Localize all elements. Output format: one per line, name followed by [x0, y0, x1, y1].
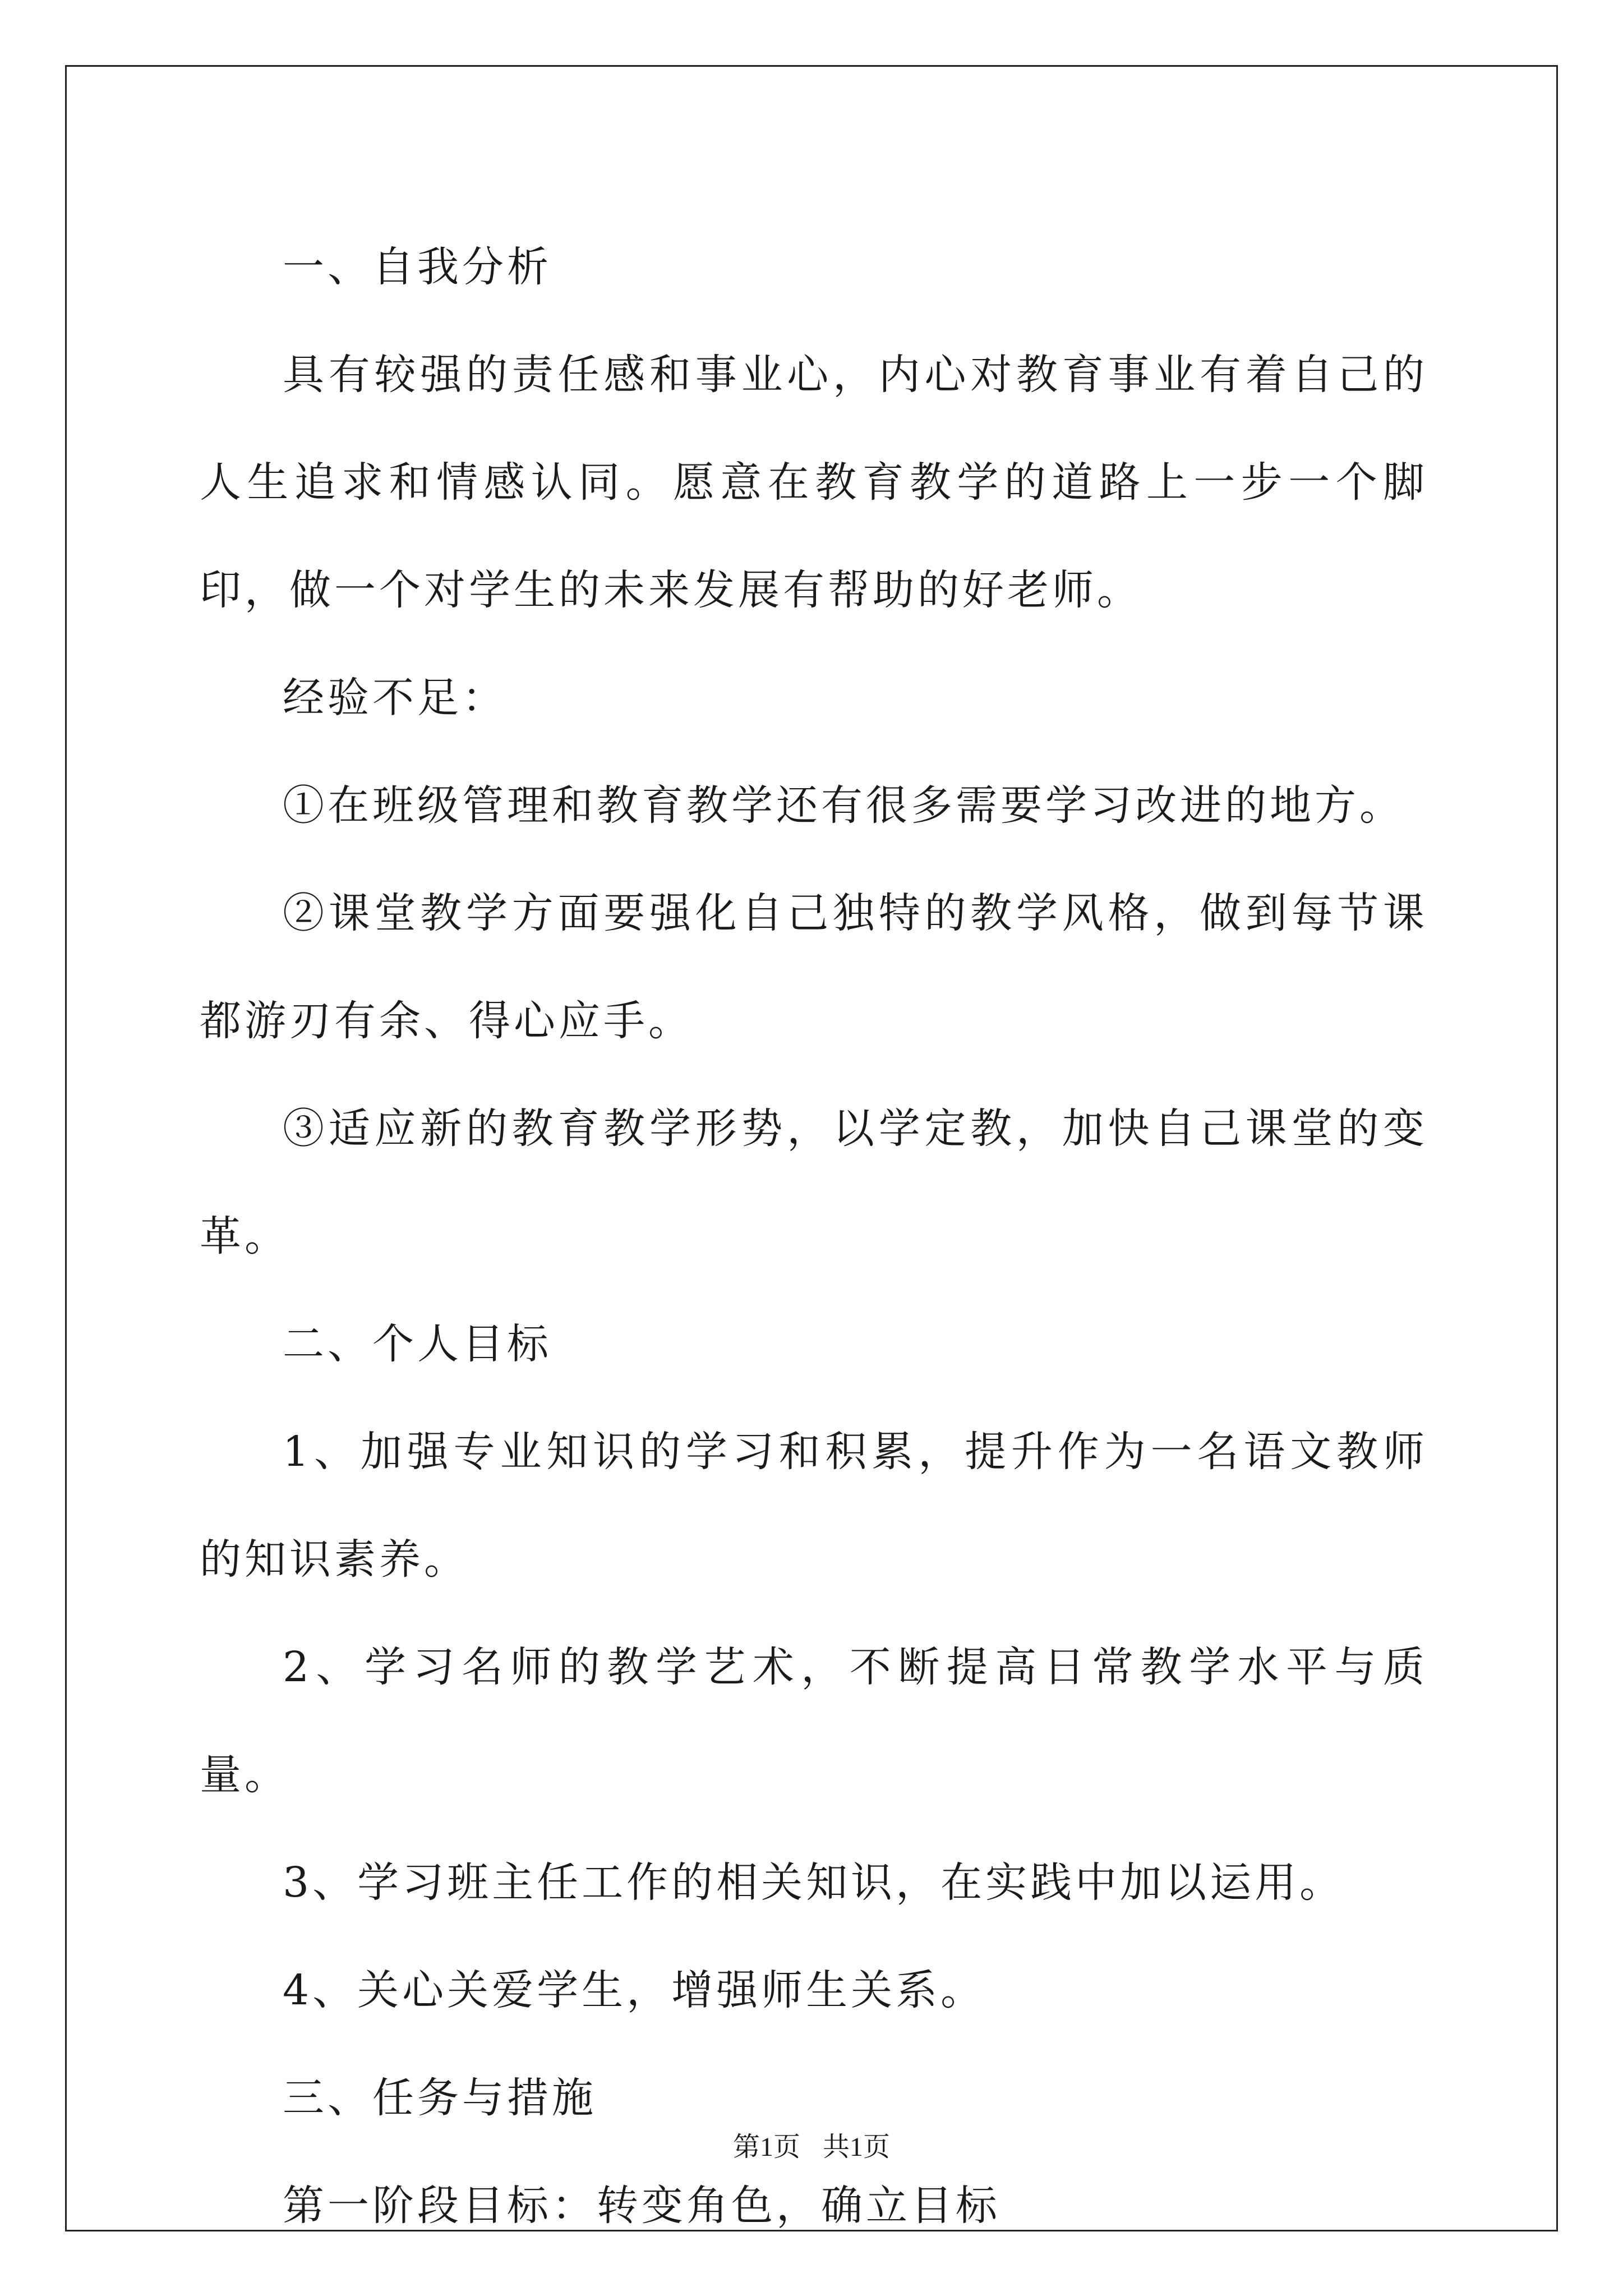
document-body [200, 213, 1428, 2260]
paragraph-lack-experience: 经验不足： [283, 674, 507, 722]
list-item-2: ②课堂教学方面要强化自己独特的教学风格，做到每节课都游刃有余、得心应手。 [200, 889, 1428, 1045]
heading-self-analysis: 一、自我分析 [283, 243, 552, 291]
goal-item-2: 2、学习名师的教学艺术，不断提高日常教学水平与质量。 [200, 1643, 1428, 1799]
page-footer [0, 2131, 1623, 2164]
paragraph-self-analysis: 具有较强的责任感和事业心，内心对教育事业有着自己的人生追求和情感认同。愿意在教育教学的道路上一步一个脚印，做一个对学生的未来发展有帮助的好老师。 [200, 351, 1428, 614]
paragraph-stage-one: 第一阶段目标：转变角色，确立目标 [283, 2182, 1000, 2230]
goal-item-3: 3、学习班主任工作的相关知识，在实践中加以运用。 [283, 1858, 1345, 1907]
goal-item-4: 4、关心关爱学生，增强师生关系。 [283, 1966, 986, 2014]
list-item-1: ①在班级管理和教育教学还有很多需要学习改进的地方。 [283, 781, 1404, 830]
heading-personal-goals: 二、个人目标 [283, 1320, 552, 1368]
page-number-total: 共1页 [823, 2132, 891, 2162]
page-number-current: 第1页 [732, 2132, 800, 2162]
goal-item-1: 1、加强专业知识的学习和积累，提升作为一名语文教师的知识素养。 [200, 1428, 1428, 1584]
list-item-3: ③适应新的教育教学形势，以学定教，加快自己课堂的变革。 [200, 1105, 1428, 1260]
heading-tasks-measures: 三、任务与措施 [283, 2074, 597, 2122]
